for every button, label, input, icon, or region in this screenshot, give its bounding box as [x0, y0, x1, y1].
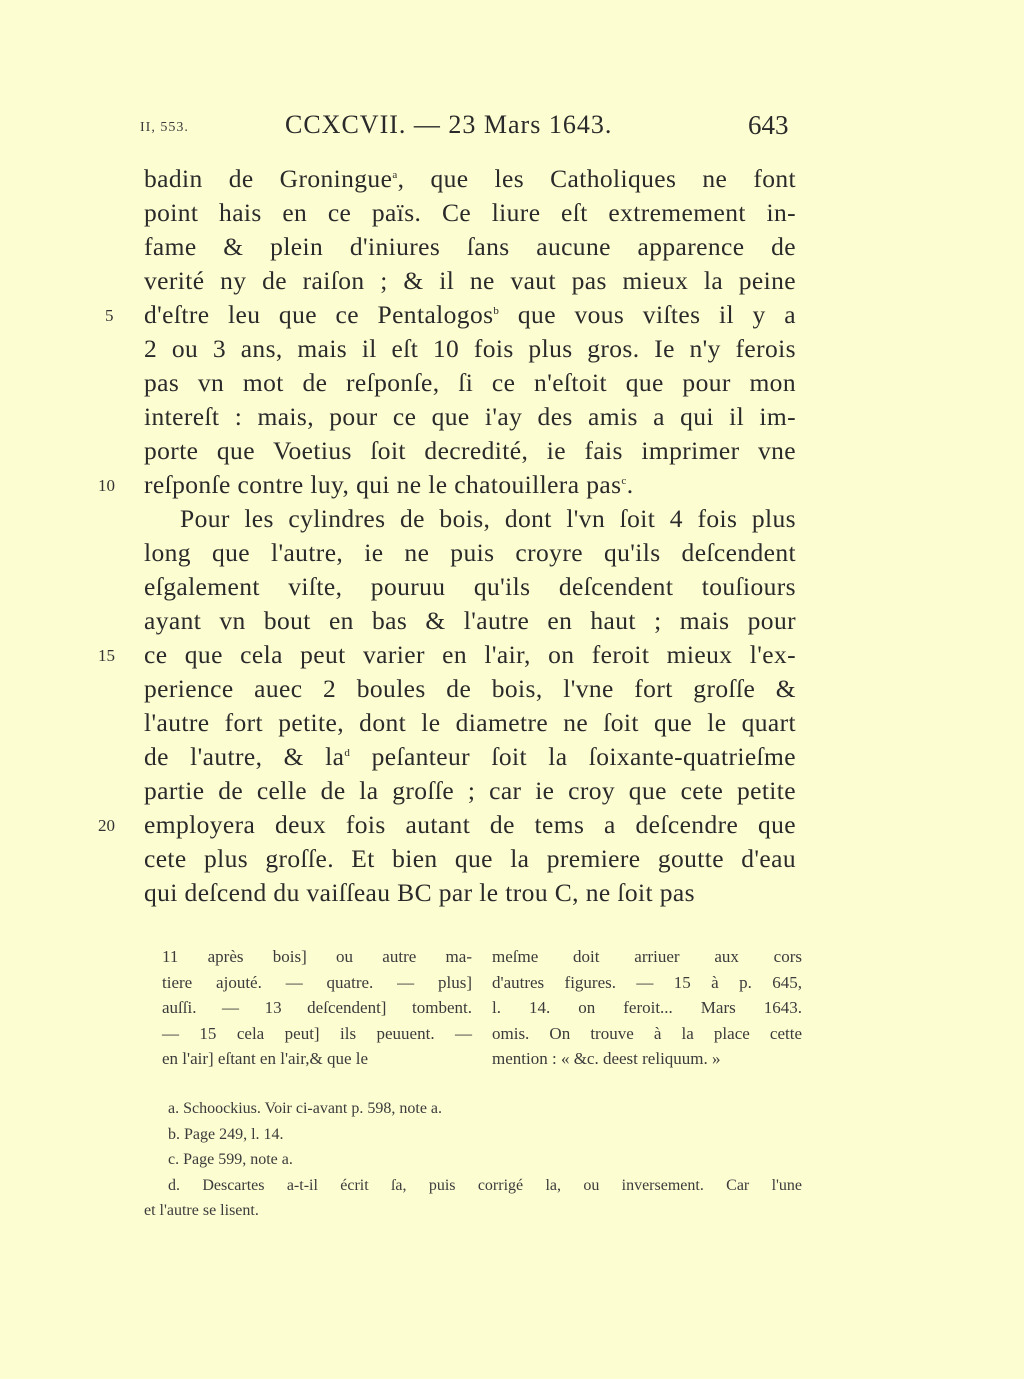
line-number: 20 — [98, 816, 115, 835]
letter-heading: CCXCVII. — 23 Mars 1643. — [285, 110, 613, 139]
text-line — [144, 638, 796, 672]
text-line — [144, 264, 796, 298]
text-fragment: reſponſe contre luy, qui ne le chatouillera pas — [144, 470, 622, 499]
footnote-marker: d — [344, 747, 351, 759]
text-fragment: point hais en ce païs. Ce liure eſt extremement in- — [144, 198, 796, 227]
text-line — [144, 366, 796, 400]
text-fragment: 2 ou 3 ans, mais il eſt 10 fois plus gros. Ie n'y ferois — [144, 334, 796, 363]
variant-line: — 15 cela peut] ils peuuent. — — [162, 1023, 472, 1043]
footnote: b. Page 249, l. 14. — [168, 1125, 284, 1143]
text-line — [144, 434, 796, 468]
text-line — [144, 774, 796, 808]
text-fragment: l'autre fort petite, dont le diametre ne ſoit que le quart — [144, 708, 796, 737]
text-fragment: ce que cela peut varier en l'air, on feroit mieux l'ex- — [144, 640, 796, 669]
footnote-marker: b — [493, 305, 500, 317]
line-number: 5 — [105, 306, 114, 325]
text-line — [144, 570, 796, 604]
text-fragment: long que l'autre, ie ne puis croyre qu'ils deſcendent — [144, 538, 796, 567]
footnotes — [144, 1096, 802, 1224]
text-line — [144, 536, 796, 570]
text-fragment: verité ny de raiſon ; & il ne vaut pas mieux la peine — [144, 266, 796, 295]
text-line — [144, 740, 796, 774]
variant-line: en l'air] eſtant en l'air,& que le — [162, 1049, 369, 1068]
variants-left-column — [162, 944, 472, 1072]
page-number: 643 — [748, 110, 789, 140]
variants-right-column — [492, 944, 802, 1072]
text-line — [144, 298, 796, 332]
variant-line: mention : « &c. deest reliquum. » — [492, 1049, 721, 1068]
text-line — [144, 162, 796, 196]
text-line — [144, 468, 796, 502]
volume-reference: II, 553. — [140, 120, 189, 135]
text-fragment: ayant vn bout en bas & l'autre en haut ; mais pour — [144, 606, 796, 635]
text-line — [144, 706, 796, 740]
footnote-marker: c — [621, 475, 627, 487]
line-number: 15 — [98, 646, 115, 665]
text-fragment: employera deux fois autant de tems a deſcendre que — [144, 810, 796, 839]
text-fragment: . — [626, 470, 634, 499]
footnote-marker: a — [392, 169, 398, 181]
text-fragment: peſanteur ſoit la ſoixante-quatrieſme — [350, 742, 796, 771]
footnote: d. Descartes a-t-il écrit ſa, puis corrigé la, ou inversement. Car l'une — [168, 1176, 802, 1194]
text-fragment: eſgalement viſte, pouruu qu'ils deſcendent touſiours — [144, 572, 796, 601]
text-fragment: pas vn mot de reſponſe, ſi ce n'eſtoit que pour mon — [144, 368, 796, 397]
text-line — [144, 876, 796, 910]
variant-line: tiere ajouté. — quatre. — plus] — [162, 972, 472, 992]
variant-line: 11 après bois] ou autre ma- — [162, 947, 472, 966]
text-fragment: porte que Voetius ſoit decredité, ie fais imprimer vne — [144, 436, 796, 465]
text-fragment: d'eſtre leu que ce Pentalogos — [144, 300, 494, 329]
text-fragment: cete plus groſſe. Et bien que la premiere goutte d'eau — [144, 844, 796, 873]
text-line — [144, 604, 796, 638]
text-line — [144, 230, 796, 264]
variant-line: l. 14. on feroit... Mars 1643. — [492, 998, 802, 1017]
variant-line: meſme doit arriuer aux cors — [492, 947, 802, 966]
text-fragment: badin de Groningue — [144, 164, 393, 193]
variant-line: auſſi. — 13 deſcendent] tombent. — [162, 998, 472, 1017]
footnote: et l'autre se lisent. — [144, 1202, 259, 1219]
text-fragment: de l'autre, & la — [144, 742, 345, 771]
variant-line: d'autres figures. — 15 à p. 645, — [492, 972, 802, 992]
footnote: c. Page 599, note a. — [168, 1151, 293, 1168]
text-line — [144, 196, 796, 230]
footnote: a. Schoockius. Voir ci-avant p. 598, note a. — [168, 1100, 443, 1117]
variant-line: omis. On trouve à la place cette — [492, 1023, 802, 1043]
text-fragment: partie de celle de la groſſe ; car ie croy que cete petite — [144, 776, 796, 805]
text-line — [180, 502, 796, 536]
text-fragment: perience auec 2 boules de bois, l'vne fort groſſe & — [144, 674, 796, 703]
text-line — [144, 842, 796, 876]
text-fragment: Pour les cylindres de bois, dont l'vn ſoit 4 fois plus — [180, 504, 796, 533]
text-fragment: fame & plein d'iniures ſans aucune apparence de — [144, 232, 796, 261]
text-fragment: intereſt : mais, pour ce que i'ay des amis a qui il im- — [144, 402, 796, 431]
text-line — [144, 672, 796, 706]
line-number: 10 — [98, 476, 115, 495]
text-line — [144, 808, 796, 842]
text-line — [144, 332, 796, 366]
text-fragment: , que les Catholiques ne font — [397, 164, 796, 193]
text-line — [144, 400, 796, 434]
text-fragment: qui deſcend du vaiſſeau BC par le trou C, ne ſoit pas — [144, 878, 695, 907]
text-fragment: que vous viſtes il y a — [499, 300, 796, 329]
